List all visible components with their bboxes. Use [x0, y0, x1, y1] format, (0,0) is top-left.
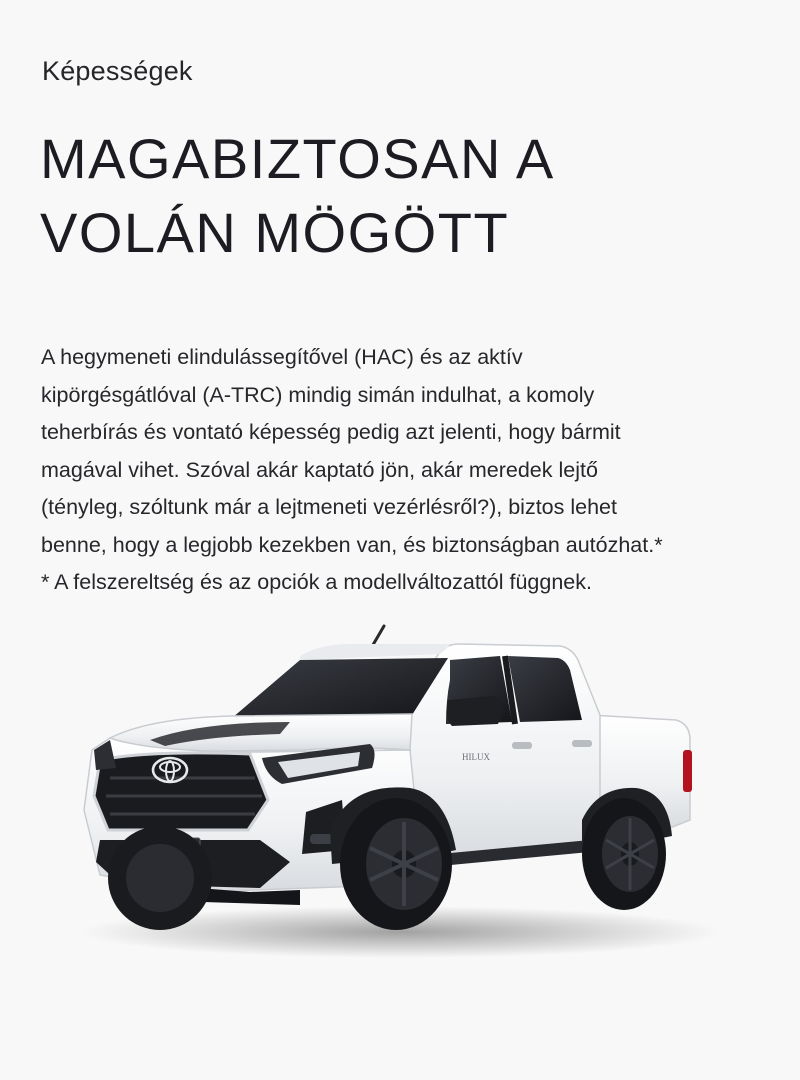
side-mirror [447, 696, 503, 726]
description-line: teherbírás és vontató képesség pedig azt jelenti, hogy bármit [41, 420, 621, 444]
rear-right-wheel [582, 798, 666, 910]
description-line: magával vihet. Szóval akár kaptató jön, akár meredek lejtő [41, 457, 598, 482]
roof [300, 644, 450, 660]
tail-light [683, 750, 692, 792]
section-headline [40, 122, 760, 270]
section-eyebrow: Képességek [42, 56, 193, 86]
vehicle-image [0, 600, 800, 1020]
description-line: (tényleg, szóltunk már a lejtmeneti vezérlésről?), biztos lehet [41, 495, 617, 519]
description-line: A hegymeneti elindulássegítővel (HAC) és az aktív [41, 345, 523, 369]
fender-badge: HILUX [462, 752, 490, 762]
footnote: * A felszereltség és az opciók a modellváltozattól függnek. [41, 570, 592, 594]
description-line: kipörgésgátlóval (A-TRC) mindig simán indulhat, a komoly [41, 382, 595, 407]
description-line: benne, hogy a legjobb kezekben van, és biztonságban autózhat.* [41, 532, 663, 557]
feature-description [41, 339, 800, 602]
door-handle [572, 740, 592, 747]
front-left-wheel [108, 826, 212, 930]
headline-line-1: MAGABIZTOSAN A [40, 127, 555, 190]
front-grille [94, 753, 268, 830]
front-right-wheel [340, 798, 452, 930]
windshield [232, 658, 448, 718]
door-handle [512, 742, 532, 749]
headline-line-2: VOLÁN MÖGÖTT [40, 201, 510, 264]
